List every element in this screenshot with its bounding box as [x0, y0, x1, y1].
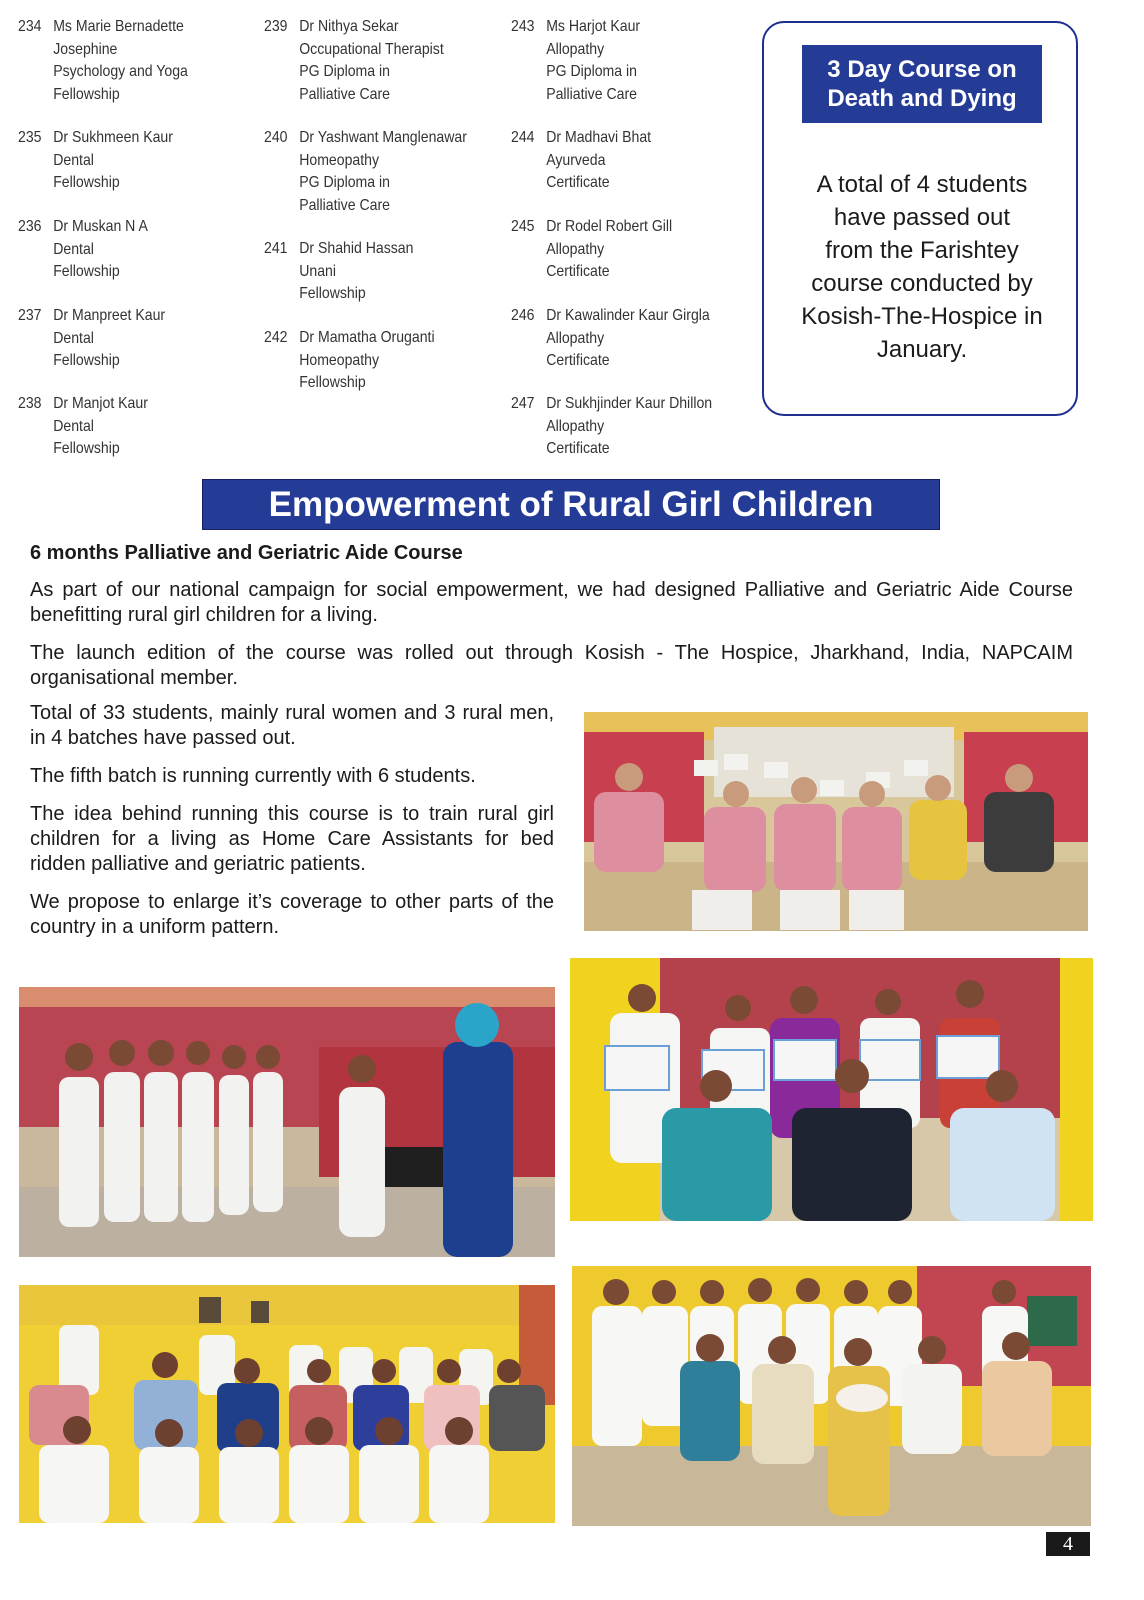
graduate-detail: Psychology and Yoga	[53, 63, 188, 80]
entry-number: 244	[511, 129, 535, 146]
course-title-line: Death and Dying	[827, 85, 1017, 112]
paragraph: We propose to enlarge it’s coverage to other parts of the country in a uniform pattern.	[30, 891, 554, 938]
course-text-line: have passed out	[833, 204, 1011, 231]
certificate-handover-photo	[19, 987, 555, 1257]
graduate-detail: Dental	[53, 417, 94, 435]
graduate-name: Dr Kawalinder Kaur Girgla	[546, 307, 710, 324]
course-box-text	[778, 168, 1066, 366]
graduate-detail: PG Diploma in	[546, 63, 637, 80]
course-text-line: A total of 4 students	[816, 171, 1028, 198]
graduate-detail: Ayurveda	[546, 151, 606, 169]
course-text-line: Kosish-The-Hospice in	[801, 303, 1043, 330]
graduate-name: Ms Marie Bernadette	[53, 18, 184, 35]
course-text-line: January.	[876, 336, 968, 363]
entry-number: 246	[511, 307, 535, 324]
graduate-detail: Fellowship	[53, 352, 120, 369]
entry-number: 239	[264, 18, 288, 35]
graduate-detail: Allopathy	[546, 240, 605, 258]
graduate-name: Dr Shahid Hassan	[299, 240, 414, 257]
entry-number: 241	[264, 240, 288, 257]
entry-number: 234	[18, 18, 42, 35]
graduate-name: Dr Sukhmeen Kaur	[53, 129, 173, 146]
entry-number: 235	[18, 129, 42, 146]
graduate-detail: Certificate	[546, 174, 610, 191]
graduate-detail: Allopathy	[546, 329, 605, 347]
entry-number: 242	[264, 329, 288, 346]
entry-number: 240	[264, 129, 288, 146]
large-group-photo	[19, 1285, 555, 1523]
graduate-name: Dr Mamatha Oruganti	[299, 329, 435, 346]
graduate-detail: Occupational Therapist	[299, 40, 444, 58]
students-faculty-photo	[572, 1266, 1091, 1526]
graduate-detail: Fellowship	[299, 285, 366, 302]
graduate-name: Dr Muskan N A	[53, 218, 148, 235]
entry-number: 243	[511, 18, 535, 35]
paragraph: As part of our national campaign for social empowerment, we had designed Palliative and Geriatric Aide Course benefitting rural girl children for a living.	[30, 579, 1073, 626]
graduate-detail: Fellowship	[53, 85, 120, 103]
graduate-name: Dr Nithya Sekar	[299, 18, 399, 35]
graduate-detail: Fellowship	[53, 263, 120, 280]
graduate-detail: Certificate	[546, 263, 610, 280]
graduate-name: Ms Harjot Kaur	[546, 18, 641, 35]
graduate-detail: Palliative Care	[299, 85, 390, 103]
section-subtitle: 6 months Palliative and Geriatric Aide Course	[30, 542, 463, 564]
graduate-name: Dr Madhavi Bhat	[546, 129, 652, 146]
graduate-name: Dr Rodel Robert Gill	[546, 218, 673, 235]
graduate-detail: Dental	[53, 240, 94, 258]
graduate-detail: Palliative Care	[546, 85, 637, 103]
graduate-name: Dr Sukhjinder Kaur Dhillon	[546, 395, 713, 412]
graduate-detail: PG Diploma in	[299, 174, 390, 191]
graduate-detail: Certificate	[546, 440, 610, 457]
entry-number: 237	[18, 307, 42, 324]
entry-number: 245	[511, 218, 535, 235]
graduate-detail: Dental	[53, 151, 94, 169]
course-box-title	[802, 45, 1042, 123]
graduate-detail: Fellowship	[53, 440, 120, 457]
graduate-detail: Homeopathy	[299, 151, 380, 169]
paragraph: The idea behind running this course is to train rural girl children for a living as Home Care Assistants for bed ridden palliative and geriatric patients.	[30, 803, 554, 875]
graduate-detail: Homeopathy	[299, 351, 380, 369]
graduate-detail: Unani	[299, 262, 336, 280]
graduate-detail: Certificate	[546, 352, 610, 369]
graduate-detail: Dental	[53, 329, 94, 347]
students-certificates-photo	[570, 958, 1093, 1221]
graduate-detail: Palliative Care	[299, 196, 390, 214]
entry-number: 247	[511, 395, 535, 412]
paragraph: The fifth batch is running currently with 6 students.	[30, 765, 476, 787]
entry-number: 238	[18, 395, 42, 412]
graduate-detail: PG Diploma in	[299, 63, 390, 80]
graduate-detail: Josephine	[53, 40, 118, 58]
course-text-line: course conducted by	[811, 270, 1033, 297]
graduate-name: Dr Manpreet Kaur	[53, 307, 166, 324]
paragraph: Total of 33 students, mainly rural women and 3 rural men, in 4 batches have passed out.	[30, 702, 554, 749]
graduate-detail: Allopathy	[546, 40, 605, 58]
group-photo-certificates	[584, 712, 1088, 931]
entry-number: 236	[18, 218, 42, 235]
page-number: 4	[1046, 1532, 1090, 1556]
course-text-line: from the Farishtey	[825, 237, 1019, 264]
graduate-detail: Allopathy	[546, 417, 605, 435]
course-title-line: 3 Day Course on	[827, 56, 1017, 83]
graduate-name: Dr Yashwant Manglenawar	[299, 129, 467, 146]
graduate-detail: Fellowship	[299, 374, 366, 391]
paragraph: The launch edition of the course was rolled out through Kosish - The Hospice, Jharkhand, India, NAPCAIM organisational member.	[30, 642, 1073, 689]
course-info-box	[762, 21, 1078, 416]
graduate-detail: Fellowship	[53, 174, 120, 191]
section-banner: Empowerment of Rural Girl Children	[202, 479, 940, 530]
graduate-name: Dr Manjot Kaur	[53, 395, 148, 412]
